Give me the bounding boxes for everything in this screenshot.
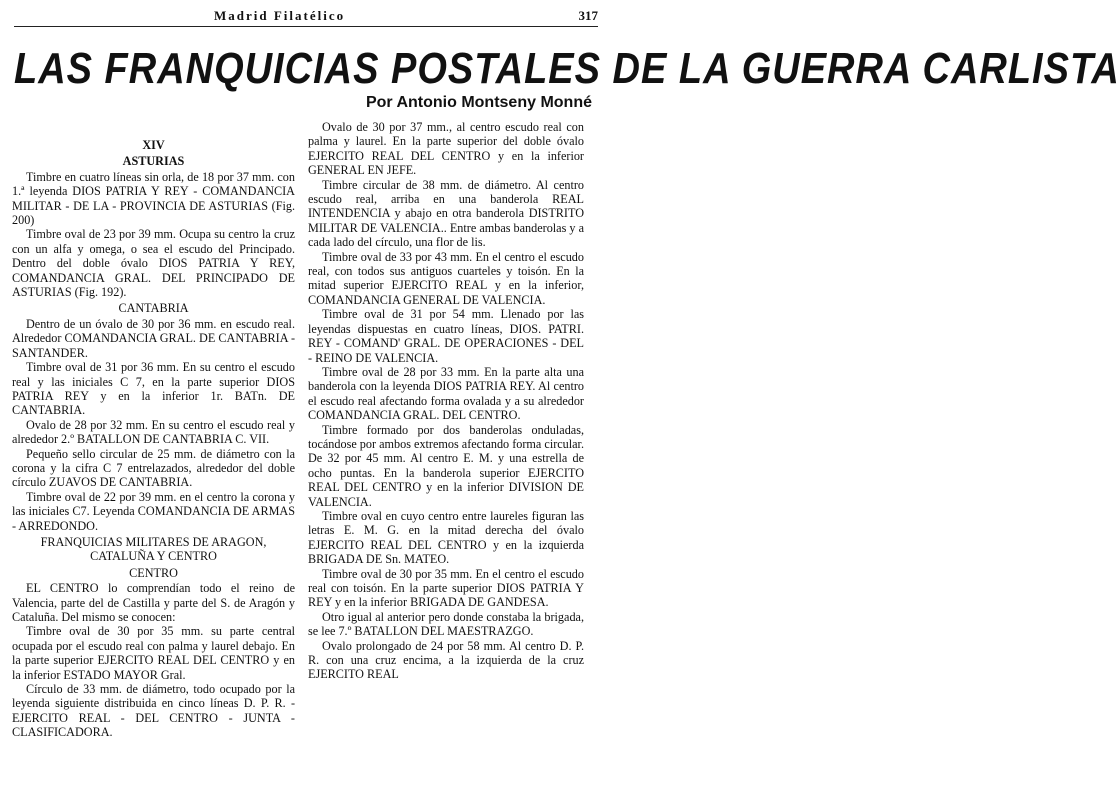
section-heading: XIV: [142, 138, 165, 152]
paragraph: Timbre oval de 28 por 33 mm. En la parte alta una banderola con la leyenda DIOS PATRIA REY. Al centro el escudo real afectando forma ovalada y a su alrededor COMANDANCIA GRAL. DEL CENTRO.: [308, 364, 584, 423]
left-column: [12, 136, 295, 740]
paragraph: Timbre oval de 30 por 35 mm. En el centro el escudo real con toisón. En la parte superior DIOS PATRIA Y REY y en la inferior BRIGADA DE GANDESA.: [308, 566, 584, 610]
paragraph: Timbre oval en cuyo centro entre laureles figuran las letras E. M. G. en la mitad derecha del óvalo EJERCITO REAL DEL CENTRO y en la izquierda BRIGADA DE Sn. MATEO.: [308, 508, 584, 567]
paragraph: Timbre oval de 30 por 35 mm. su parte central ocupada por el escudo real con palma y laurel debajo. En la parte superior EJERCITO REAL DEL CENTRO y en la inferior ESTADO MAYOR Gral.: [12, 624, 295, 682]
paragraph: Timbre oval de 31 por 54 mm. Llenado por las leyendas dispuestas en cuatro líneas, DIOS. PATRI. REY - COMAND' GRAL. DE OPERACIONES - DEL - REINO DE VALENCIA.: [308, 307, 584, 365]
paragraph: Timbre circular de 38 mm. de diámetro. Al centro escudo real, arriba en una banderola REAL INTENDENCIA y abajo en otra banderola DISTRITO MILITAR DE VALENCIA.. Entre ambas banderolas y a cada lado del círculo, una flor de lis.: [308, 177, 584, 250]
paragraph: Timbre oval de 23 por 39 mm. Ocupa su centro la cruz con un alfa y omega, o sea el escudo del Principado. Dentro del doble óvalo DIOS PATRIA Y REY, COMANDANCIA GRAL. DEL PRINCIPADO DE ASTURIAS (Fig. 192).: [12, 227, 295, 300]
paragraph: Otro igual al anterior pero donde constaba la brigada, se lee 7.º BATALLON DEL MAESTRAZGO.: [308, 609, 584, 639]
paragraph: Timbre en cuatro líneas sin orla, de 18 por 37 mm. con 1.ª leyenda DIOS PATRIA Y REY - COMANDANCIA MILITAR - DE LA - PROVINCIA DE ASTURIAS (Fig. 200): [12, 169, 295, 228]
section-heading: CENTRO: [129, 565, 178, 580]
byline: Por Antonio Montseny Monné: [365, 94, 592, 111]
paragraph: Timbre oval de 22 por 39 mm. en el centro la corona y las iniciales C7. Leyenda COMANDANCIA DE ARMAS - ARREDONDO.: [12, 489, 295, 533]
paragraph: Timbre oval de 31 por 36 mm. En su centro el escudo real y las iniciales C 7, en la parte superior DIOS PATRIA REY y en la inferior 1r. BATn. DE CANTABRIA.: [12, 360, 295, 418]
article-title: LAS FRANQUICIAS POSTALES DE LA GUERRA CARLISTA: [14, 45, 1120, 94]
page-number: 317: [578, 8, 598, 23]
journal-title: Madrid Filatélico: [214, 8, 346, 23]
right-column: [308, 120, 584, 682]
paragraph: Círculo de 33 mm. de diámetro, todo ocupado por la leyenda siguiente distribuida en cinco líneas D. P. R. - EJERCITO REAL - DEL CENTRO - JUNTA - CLASIFICADORA.: [12, 682, 295, 740]
paragraph: Pequeño sello circular de 25 mm. de diámetro con la corona y la cifra C 7 entrelazados, alrededor del doble círculo ZUAVOS DE CANTABRIA.: [12, 446, 295, 490]
paragraph: Ovalo de 30 por 37 mm., al centro escudo real con palma y laurel. En la parte superior del doble óvalo EJERCITO REAL DEL CENTRO y en la inferior GENERAL EN JEFE.: [308, 120, 584, 178]
paragraph: Timbre oval de 33 por 43 mm. En el centro el escudo real, con todos sus antiguos cuarteles y toisón. En la mitad superior EJERCITO REAL y en la inferior, COMANDANCIA GENERAL DE VALENCIA.: [308, 249, 584, 307]
paragraph: Ovalo prolongado de 24 por 58 mm. Al centro D. P. R. con una cruz encima, a la izquierda de la cruz EJERCITO REAL: [308, 638, 584, 682]
section-heading: FRANQUICIAS MILITARES DE ARAGON, CATALUÑA Y CENTRO: [40, 534, 267, 564]
paragraph: EL CENTRO lo comprendían todo el reino de Valencia, parte del de Castilla y parte del S. de Aragón y Cataluña. Del mismo se conocen:: [12, 581, 295, 624]
paragraph: Ovalo de 28 por 32 mm. En su centro el escudo real y alrededor 2.º BATALLON DE CANTABRIA C. VII.: [12, 417, 295, 447]
section-heading: CANTABRIA: [118, 301, 189, 316]
paragraph: Dentro de un óvalo de 30 por 36 mm. en escudo real. Alrededor COMANDANCIA GRAL. DE CANTABRIA - SANTANDER.: [12, 316, 295, 360]
running-header: [14, 6, 598, 27]
paragraph: Timbre formado por dos banderolas onduladas, tocándose por ambos extremos afectando forma circular. De 32 por 45 mm. Al centro E. M. y una estrella de ocho puntas. En la banderola superior EJERCITO REAL DEL CENTRO y en la inferior DIVISION DE VALENCIA.: [308, 422, 584, 509]
section-heading: ASTURIAS: [122, 154, 185, 169]
